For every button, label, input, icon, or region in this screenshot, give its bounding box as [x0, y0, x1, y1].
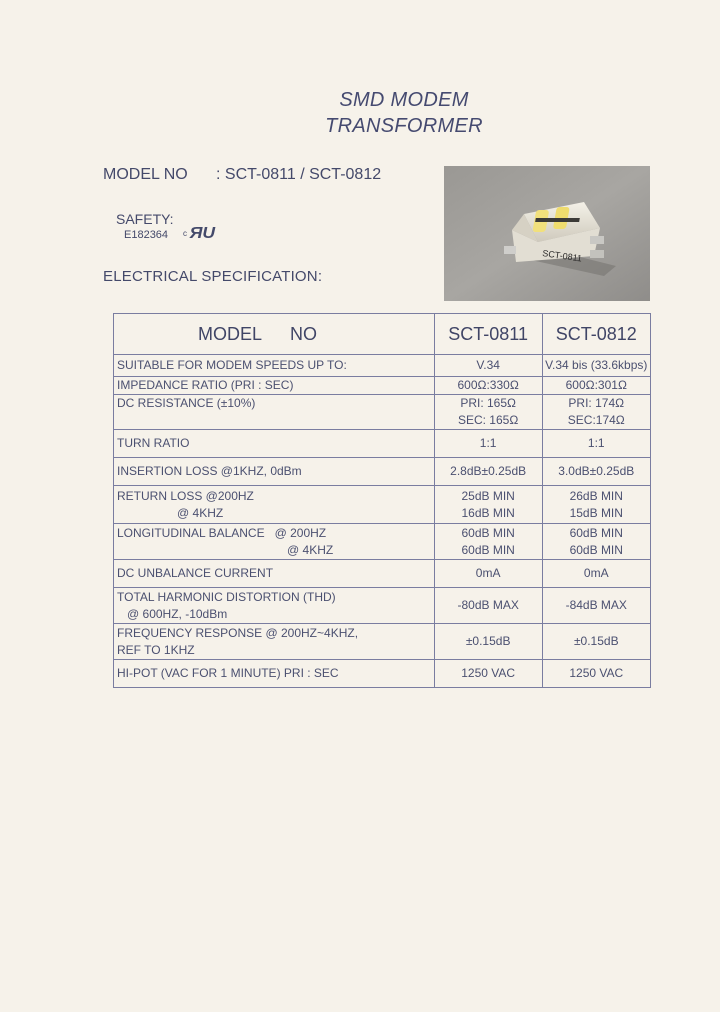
value-cell-0812: -84dB MAX: [542, 588, 650, 624]
value-cell-0811: 2.8dB±0.25dB: [434, 458, 542, 486]
value-line: SEC: 165Ω: [457, 413, 519, 427]
product-photo: [444, 166, 650, 301]
param-line: @ 4KHZ: [177, 505, 224, 520]
table-header-row: [114, 314, 651, 355]
model-number-label: MODEL NO: [103, 166, 188, 183]
value-line: PRI: 174Ω: [568, 396, 625, 410]
value-cell-0812: V.34 bis (33.6kbps): [542, 355, 650, 377]
header-model-no: [114, 314, 435, 355]
photo-marking: SCT-0811: [541, 248, 583, 264]
param-cell: IMPEDANCE RATIO (PRI : SEC): [114, 377, 435, 395]
table-row: [114, 560, 651, 588]
value-cell-0812: 0mA: [542, 560, 650, 588]
value-line: 16dB MIN: [461, 505, 515, 520]
table-row: [114, 624, 651, 660]
title-line-1: SMD MODEM: [339, 89, 469, 111]
param-line: LONGITUDINAL BALANCE @ 200HZ: [117, 525, 327, 540]
value-line: 25dB MIN: [461, 488, 515, 503]
param-line: REF TO 1KHZ: [117, 642, 195, 657]
param-line: @ 4KHZ: [287, 542, 334, 557]
value-cell-0812: 3.0dB±0.25dB: [542, 458, 650, 486]
header-sct-0812: SCT-0812: [542, 314, 650, 355]
value-line: 60dB MIN: [569, 525, 623, 540]
header-model-label: MODEL: [198, 323, 263, 344]
svg-text:c: c: [183, 229, 187, 238]
value-cell-0812: ±0.15dB: [542, 624, 650, 660]
header-no-label: NO: [290, 323, 318, 344]
value-line: PRI: 165Ω: [460, 396, 516, 410]
param-line: FREQUENCY RESPONSE @ 200HZ~4KHZ,: [117, 625, 359, 640]
table-row: [114, 660, 651, 688]
value-line: 60dB MIN: [461, 542, 515, 557]
ul-recognized-logo: [183, 221, 221, 241]
value-line: 60dB MIN: [569, 542, 623, 557]
param-cell: [114, 624, 435, 660]
value-cell-0811: V.34: [434, 355, 542, 377]
param-cell: INSERTION LOSS @1KHZ, 0dBm: [114, 458, 435, 486]
param-cell: HI-POT (VAC FOR 1 MINUTE) PRI : SEC: [114, 660, 435, 688]
safety-cert-number: E182364: [124, 229, 169, 241]
header-sct-0811: SCT-0811: [434, 314, 542, 355]
value-cell-0811: 600Ω:330Ω: [434, 377, 542, 395]
table-row: [114, 377, 651, 395]
param-cell: SUITABLE FOR MODEM SPEEDS UP TO:: [114, 355, 435, 377]
table-row: [114, 355, 651, 377]
param-line: TOTAL HARMONIC DISTORTION (THD): [117, 589, 336, 604]
table-row: [114, 430, 651, 458]
value-cell-0812: [542, 395, 650, 430]
model-number-line: [103, 166, 381, 184]
value-cell-0812: [542, 524, 650, 560]
value-cell-0812: [542, 486, 650, 524]
param-line: @ 600HZ, -10dBm: [127, 606, 228, 621]
table-row: [114, 588, 651, 624]
svg-text:ЯU: ЯU: [189, 223, 216, 241]
value-line: 26dB MIN: [569, 488, 623, 503]
param-cell: [114, 524, 435, 560]
param-cell: [114, 486, 435, 524]
param-line: RETURN LOSS @200HZ: [117, 488, 254, 503]
title-line-2: TRANSFORMER: [325, 115, 483, 137]
param-cell: DC RESISTANCE (±10%): [114, 395, 435, 430]
safety-label: SAFETY:: [116, 211, 174, 227]
table-row: [114, 486, 651, 524]
value-line: 60dB MIN: [461, 525, 515, 540]
value-cell-0812: 1250 VAC: [542, 660, 650, 688]
value-cell-0811: 1:1: [434, 430, 542, 458]
electrical-spec-table: [113, 313, 651, 688]
param-cell: DC UNBALANCE CURRENT: [114, 560, 435, 588]
param-cell: [114, 588, 435, 624]
value-cell-0811: ±0.15dB: [434, 624, 542, 660]
value-line: SEC:174Ω: [567, 413, 625, 427]
model-number-value: : SCT-0811 / SCT-0812: [216, 166, 382, 183]
value-cell-0811: -80dB MAX: [434, 588, 542, 624]
value-cell-0812: 1:1: [542, 430, 650, 458]
table-row: [114, 458, 651, 486]
table-row: [114, 395, 651, 430]
value-cell-0812: 600Ω:301Ω: [542, 377, 650, 395]
param-cell: TURN RATIO: [114, 430, 435, 458]
table-row: [114, 524, 651, 560]
section-title: ELECTRICAL SPECIFICATION:: [103, 268, 323, 285]
value-cell-0811: [434, 395, 542, 430]
value-cell-0811: 0mA: [434, 560, 542, 588]
value-cell-0811: [434, 486, 542, 524]
value-cell-0811: [434, 524, 542, 560]
value-line: 15dB MIN: [569, 505, 623, 520]
value-cell-0811: 1250 VAC: [434, 660, 542, 688]
